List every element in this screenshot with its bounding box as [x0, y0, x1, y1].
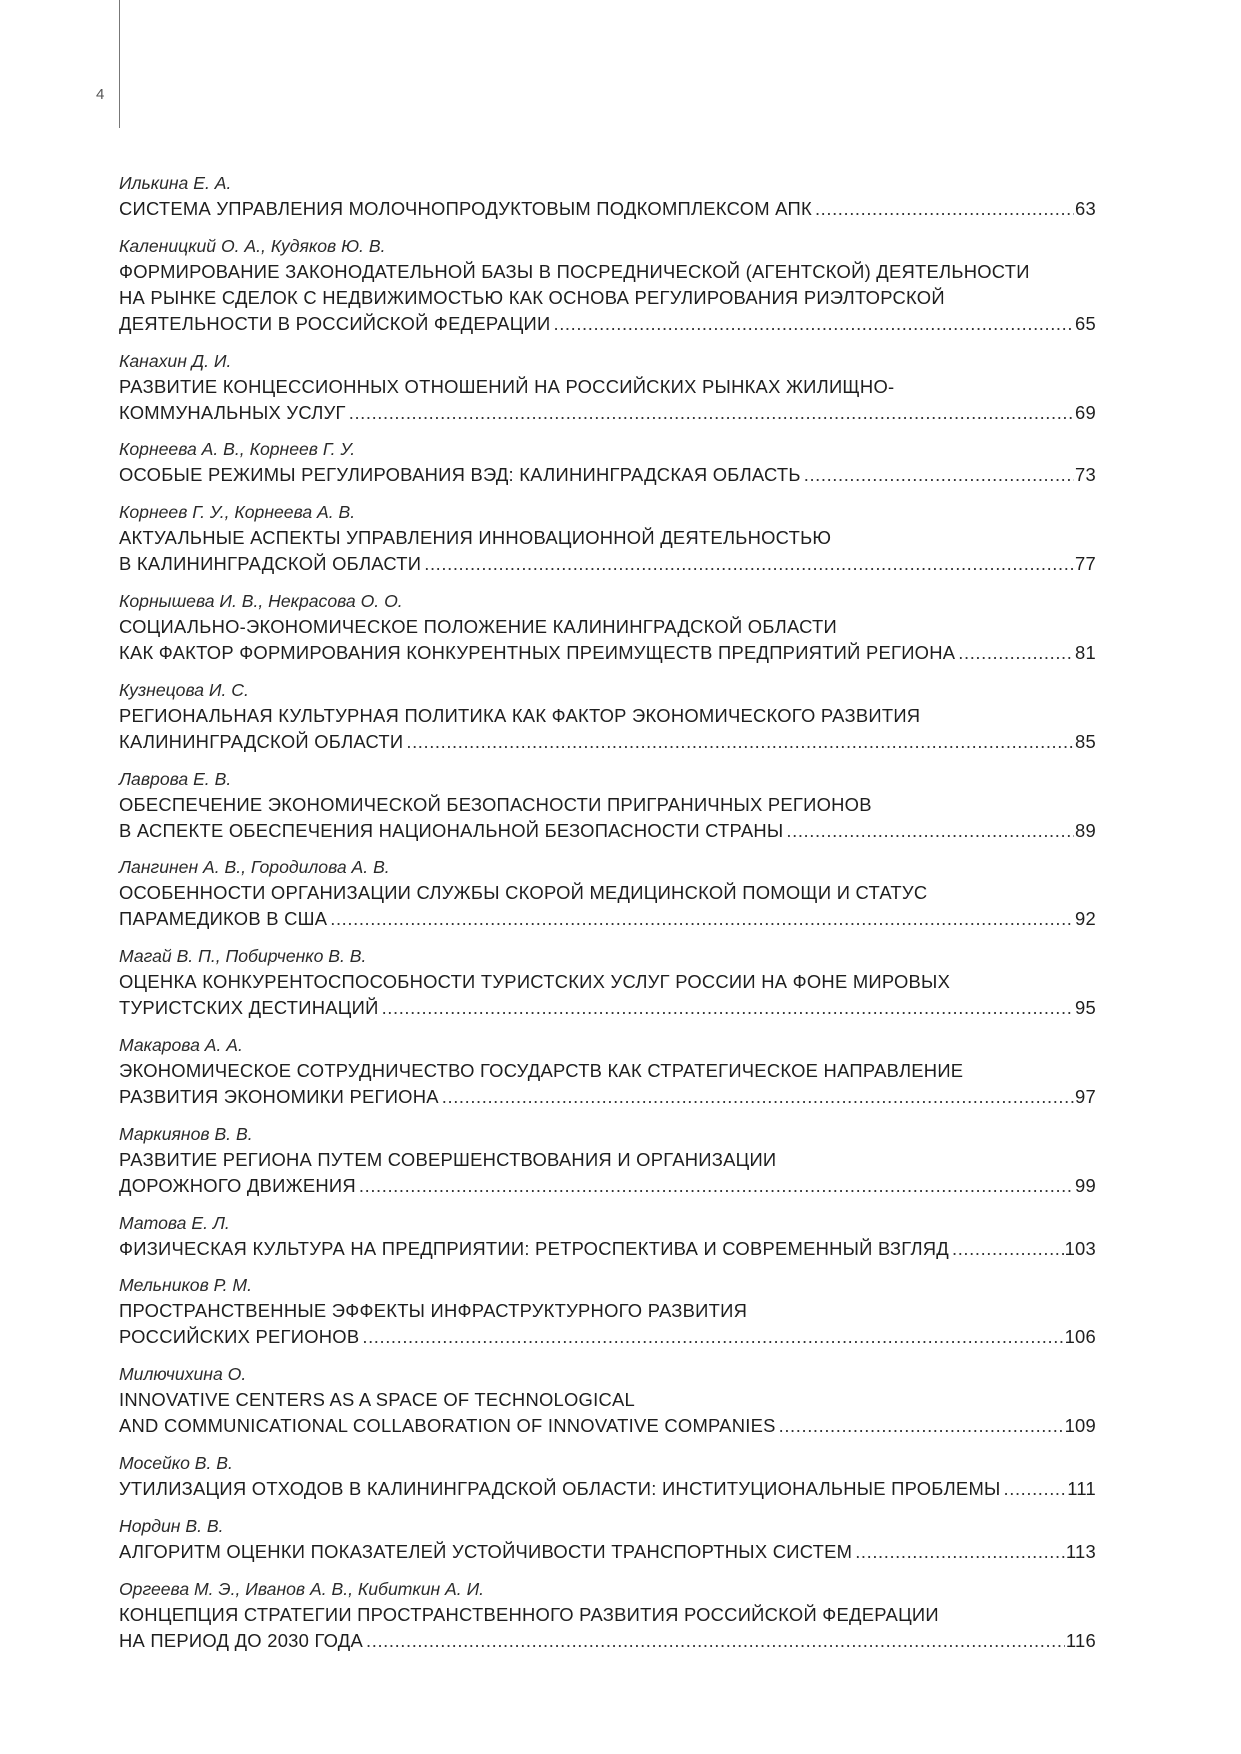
toc-entry — [119, 1513, 1096, 1565]
toc-entry-title-line: РАЗВИТИЕ РЕГИОНА ПУТЕМ СОВЕРШЕНСТВОВАНИЯ И ОРГАНИЗАЦИИ — [119, 1148, 777, 1170]
toc-entry-title-line: РЕГИОНАЛЬНАЯ КУЛЬТУРНАЯ ПОЛИТИКА КАК ФАКТОР ЭКОНОМИЧЕСКОГО РАЗВИТИЯ — [119, 704, 921, 726]
toc-entry-title-line: КАК ФАКТОР ФОРМИРОВАНИЯ КОНКУРЕНТНЫХ ПРЕИМУЩЕСТВ ПРЕДПРИЯТИЙ РЕГИОНА — [119, 641, 956, 663]
toc-entry-title — [119, 1236, 1096, 1262]
toc-entry-author: Оргеева М. Э., Иванов А. В., Кибиткин А. И. — [119, 1578, 485, 1599]
toc-entry-author: Милючихина О. — [119, 1364, 247, 1385]
toc-entry-last-line — [119, 462, 1096, 488]
toc-entry-title-line: ТУРИСТСКИХ ДЕСТИНАЦИЙ — [119, 997, 379, 1019]
dot-leader — [779, 1413, 1064, 1439]
toc-entry-author: Корнеева А. В., Корнеев Г. У. — [119, 439, 356, 460]
toc-entry-page-number: 89 — [1075, 819, 1096, 841]
toc-entry — [119, 1272, 1096, 1350]
toc-entry-title — [119, 1298, 1096, 1350]
toc-entry-page-number: 65 — [1075, 312, 1096, 334]
toc-entry — [119, 348, 1096, 426]
toc-entry-title-line: РАЗВИТИЯ ЭКОНОМИКИ РЕГИОНА — [119, 1085, 439, 1107]
toc-entry-author: Лангинен А. В., Городилова А. В. — [119, 857, 390, 878]
toc-entry-author: Кузнецова И. С. — [119, 679, 249, 700]
dot-leader — [815, 196, 1074, 222]
dot-leader — [330, 906, 1074, 932]
toc-entry-title-line: AND COMMUNICATIONAL COLLABORATION OF INNOVATIVE COMPANIES — [119, 1415, 776, 1437]
toc-entry-title-line: ПРОСТРАНСТВЕННЫЕ ЭФФЕКТЫ ИНФРАСТРУКТУРНОГО РАЗВИТИЯ — [119, 1300, 748, 1322]
toc-entry — [119, 1210, 1096, 1262]
toc-entry-title — [119, 525, 1096, 577]
toc-entry-title-line: АЛГОРИТМ ОЦЕНКИ ПОКАЗАТЕЛЕЙ УСТОЙЧИВОСТИ ТРАНСПОРТНЫХ СИСТЕМ — [119, 1540, 853, 1562]
toc-entry-title-line: ФИЗИЧЕСКАЯ КУЛЬТУРА НА ПРЕДПРИЯТИИ: РЕТРОСПЕКТИВА И СОВРЕМЕННЫЙ ВЗГЛЯД — [119, 1237, 950, 1259]
toc-entry-title-line: ОСОБЕННОСТИ ОРГАНИЗАЦИИ СЛУЖБЫ СКОРОЙ МЕДИЦИНСКОЙ ПОМОЩИ И СТАТУС — [119, 882, 928, 904]
toc-entry-title-line: АКТУАЛЬНЫЕ АСПЕКТЫ УПРАВЛЕНИЯ ИННОВАЦИОННОЙ ДЕЯТЕЛЬНОСТЬЮ — [119, 527, 832, 549]
toc-entry — [119, 233, 1096, 337]
toc-entry-last-line — [119, 906, 1096, 932]
toc-entry-page-number: 113 — [1065, 1540, 1096, 1562]
dot-leader — [366, 1628, 1065, 1654]
toc-entry-title — [119, 792, 1096, 844]
toc-entry-title-line: НА ПЕРИОД ДО 2030 ГОДА — [119, 1629, 364, 1651]
dot-leader — [406, 729, 1074, 755]
toc-entry-page-number: 81 — [1075, 641, 1096, 663]
toc-entry-title — [119, 1387, 1096, 1439]
dot-leader — [855, 1539, 1065, 1565]
toc-entry-last-line — [119, 1236, 1096, 1262]
toc-entry-page-number: 109 — [1064, 1415, 1096, 1437]
toc-entry — [119, 1450, 1096, 1502]
toc-entry-page-number: 103 — [1064, 1237, 1096, 1259]
toc-entry-last-line — [119, 1173, 1096, 1199]
toc-entry — [119, 1576, 1096, 1654]
toc-entry-title — [119, 1147, 1096, 1199]
toc-entry-last-line — [119, 551, 1096, 577]
dot-leader — [958, 640, 1074, 666]
toc-entry-last-line — [119, 995, 1096, 1021]
table-of-contents — [119, 170, 1096, 1664]
toc-entry-title-line: СИСТЕМА УПРАВЛЕНИЯ МОЛОЧНОПРОДУКТОВЫМ ПОДКОМПЛЕКСОМ АПК — [119, 198, 812, 219]
toc-entry — [119, 677, 1096, 755]
toc-entry-last-line — [119, 400, 1096, 426]
toc-entry-title — [119, 196, 1096, 222]
toc-entry-title-line: СОЦИАЛЬНО-ЭКОНОМИЧЕСКОЕ ПОЛОЖЕНИЕ КАЛИНИНГРАДСКОЙ ОБЛАСТИ — [119, 615, 837, 637]
toc-entry-author: Канахин Д. И. — [119, 350, 232, 371]
toc-entry-title-line: РОССИЙСКИХ РЕГИОНОВ — [119, 1326, 360, 1348]
toc-entry-page-number: 63 — [1075, 198, 1096, 219]
toc-entry-page-number: 116 — [1065, 1629, 1096, 1651]
dot-leader — [424, 551, 1074, 577]
toc-entry-title — [119, 1539, 1096, 1565]
toc-entry-title-line: ФОРМИРОВАНИЕ ЗАКОНОДАТЕЛЬНОЙ БАЗЫ В ПОСРЕДНИЧЕСКОЙ (АГЕНТСКОЙ) ДЕЯТЕЛЬНОСТИ — [119, 260, 1030, 282]
toc-entry-page-number: 77 — [1075, 553, 1096, 575]
toc-entry-last-line — [119, 640, 1096, 666]
dot-leader — [382, 995, 1074, 1021]
toc-entry-title — [119, 462, 1096, 488]
toc-entry-author: Илькина Е. А. — [119, 173, 232, 193]
toc-entry-author: Каленицкий О. А., Кудяков Ю. В. — [119, 235, 386, 256]
toc-entry-author: Мельников Р. М. — [119, 1275, 252, 1296]
toc-entry-page-number: 106 — [1064, 1326, 1096, 1348]
toc-entry-page-number: 73 — [1075, 464, 1096, 486]
toc-entry-author: Лаврова Е. В. — [119, 768, 232, 789]
dot-leader — [442, 1084, 1074, 1110]
toc-entry-title-line: УТИЛИЗАЦИЯ ОТХОДОВ В КАЛИНИНГРАДСКОЙ ОБЛАСТИ: ИНСТИТУЦИОНАЛЬНЫЕ ПРОБЛЕМЫ — [119, 1477, 1001, 1499]
toc-entry-title-line: ОСОБЫЕ РЕЖИМЫ РЕГУЛИРОВАНИЯ ВЭД: КАЛИНИНГРАДСКАЯ ОБЛАСТЬ — [119, 464, 801, 486]
toc-entry-page-number: 69 — [1075, 401, 1096, 423]
toc-entry-title-line: ПАРАМЕДИКОВ В США — [119, 908, 328, 930]
toc-entry-last-line — [119, 196, 1096, 222]
toc-entry-author: Магай В. П., Побирченко В. В. — [119, 946, 367, 967]
page-number: 4 — [96, 86, 105, 103]
toc-entry-title-line: КАЛИНИНГРАДСКОЙ ОБЛАСТИ — [119, 730, 404, 752]
toc-entry-title — [119, 374, 1096, 426]
toc-entry-title-line: В АСПЕКТЕ ОБЕСПЕЧЕНИЯ НАЦИОНАЛЬНОЙ БЕЗОПАСНОСТИ СТРАНЫ — [119, 819, 784, 841]
toc-entry-title-line: INNOVATIVE CENTERS AS A SPACE OF TECHNOLOGICAL — [119, 1389, 635, 1411]
toc-entry-title — [119, 703, 1096, 755]
toc-entry-page-number: 92 — [1075, 908, 1096, 930]
toc-entry — [119, 766, 1096, 844]
toc-entry — [119, 943, 1096, 1021]
toc-entry-author: Корнышева И. В., Некрасова О. О. — [119, 590, 403, 611]
toc-entry — [119, 1361, 1096, 1439]
toc-entry-author: Макарова А. А. — [119, 1034, 243, 1055]
toc-entry-title-line: В КАЛИНИНГРАДСКОЙ ОБЛАСТИ — [119, 553, 422, 575]
toc-entry-title-line: НА РЫНКЕ СДЕЛОК С НЕДВИЖИМОСТЬЮ КАК ОСНОВА РЕГУЛИРОВАНИЯ РИЭЛТОРСКОЙ — [119, 286, 945, 308]
toc-entry-title — [119, 614, 1096, 666]
toc-entry-author: Корнеев Г. У., Корнеева А. В. — [119, 502, 356, 523]
toc-entry-last-line — [119, 1539, 1096, 1565]
toc-entry-title-line: ОЦЕНКА КОНКУРЕНТОСПОСОБНОСТИ ТУРИСТСКИХ УСЛУГ РОССИИ НА ФОНЕ МИРОВЫХ — [119, 971, 951, 993]
toc-entry-page-number: 97 — [1075, 1085, 1096, 1107]
toc-entry-title-line: ДОРОЖНОГО ДВИЖЕНИЯ — [119, 1174, 356, 1196]
toc-entry-title-line: КОММУНАЛЬНЫХ УСЛУГ — [119, 401, 346, 423]
toc-entry-title-line: ДЕЯТЕЛЬНОСТИ В РОССИЙСКОЙ ФЕДЕРАЦИИ — [119, 312, 551, 334]
toc-entry-last-line — [119, 311, 1096, 337]
toc-entry-title — [119, 259, 1096, 337]
toc-entry-title — [119, 1476, 1096, 1502]
toc-entry-title-line: ОБЕСПЕЧЕНИЕ ЭКОНОМИЧЕСКОЙ БЕЗОПАСНОСТИ ПРИГРАНИЧНЫХ РЕГИОНОВ — [119, 793, 872, 815]
toc-entry-last-line — [119, 1628, 1096, 1654]
toc-entry-author: Маркиянов В. В. — [119, 1123, 253, 1144]
toc-entry-title — [119, 880, 1096, 932]
dot-leader — [359, 1173, 1074, 1199]
toc-entry-page-number: 99 — [1075, 1174, 1096, 1196]
toc-entry-title — [119, 1058, 1096, 1110]
toc-entry-title-line: РАЗВИТИЕ КОНЦЕССИОННЫХ ОТНОШЕНИЙ НА РОССИЙСКИХ РЫНКАХ ЖИЛИЩНО- — [119, 375, 895, 397]
toc-entry-page-number: 85 — [1075, 730, 1096, 752]
dot-leader — [804, 462, 1074, 488]
toc-entry-last-line — [119, 818, 1096, 844]
dot-leader — [362, 1324, 1063, 1350]
toc-entry-last-line — [119, 1084, 1096, 1110]
toc-entry — [119, 588, 1096, 666]
toc-entry-last-line — [119, 729, 1096, 755]
toc-entry — [119, 499, 1096, 577]
toc-entry-title — [119, 969, 1096, 1021]
toc-entry-last-line — [119, 1324, 1096, 1350]
toc-entry-page-number: 95 — [1075, 997, 1096, 1019]
dot-leader — [952, 1236, 1064, 1262]
toc-entry — [119, 1121, 1096, 1199]
toc-entry-page-number: 111 — [1067, 1477, 1096, 1499]
toc-entry-author: Матова Е. Л. — [119, 1212, 230, 1233]
toc-entry — [119, 1032, 1096, 1110]
toc-entry-title — [119, 1602, 1096, 1654]
toc-entry-title-line: КОНЦЕПЦИЯ СТРАТЕГИИ ПРОСТРАНСТВЕННОГО РАЗВИТИЯ РОССИЙСКОЙ ФЕДЕРАЦИИ — [119, 1603, 939, 1625]
toc-entry-author: Нордин В. В. — [119, 1515, 224, 1536]
dot-leader — [349, 400, 1074, 426]
dot-leader — [786, 818, 1074, 844]
dot-leader — [1004, 1476, 1067, 1502]
dot-leader — [553, 311, 1074, 337]
toc-entry — [119, 170, 1096, 222]
toc-entry-title-line: ЭКОНОМИЧЕСКОЕ СОТРУДНИЧЕСТВО ГОСУДАРСТВ КАК СТРАТЕГИЧЕСКОЕ НАПРАВЛЕНИЕ — [119, 1059, 964, 1081]
margin-rule — [119, 0, 120, 128]
toc-entry-author: Мосейко В. В. — [119, 1452, 233, 1473]
toc-entry — [119, 436, 1096, 488]
toc-entry-last-line — [119, 1413, 1096, 1439]
toc-entry — [119, 854, 1096, 932]
toc-entry-last-line — [119, 1476, 1096, 1502]
